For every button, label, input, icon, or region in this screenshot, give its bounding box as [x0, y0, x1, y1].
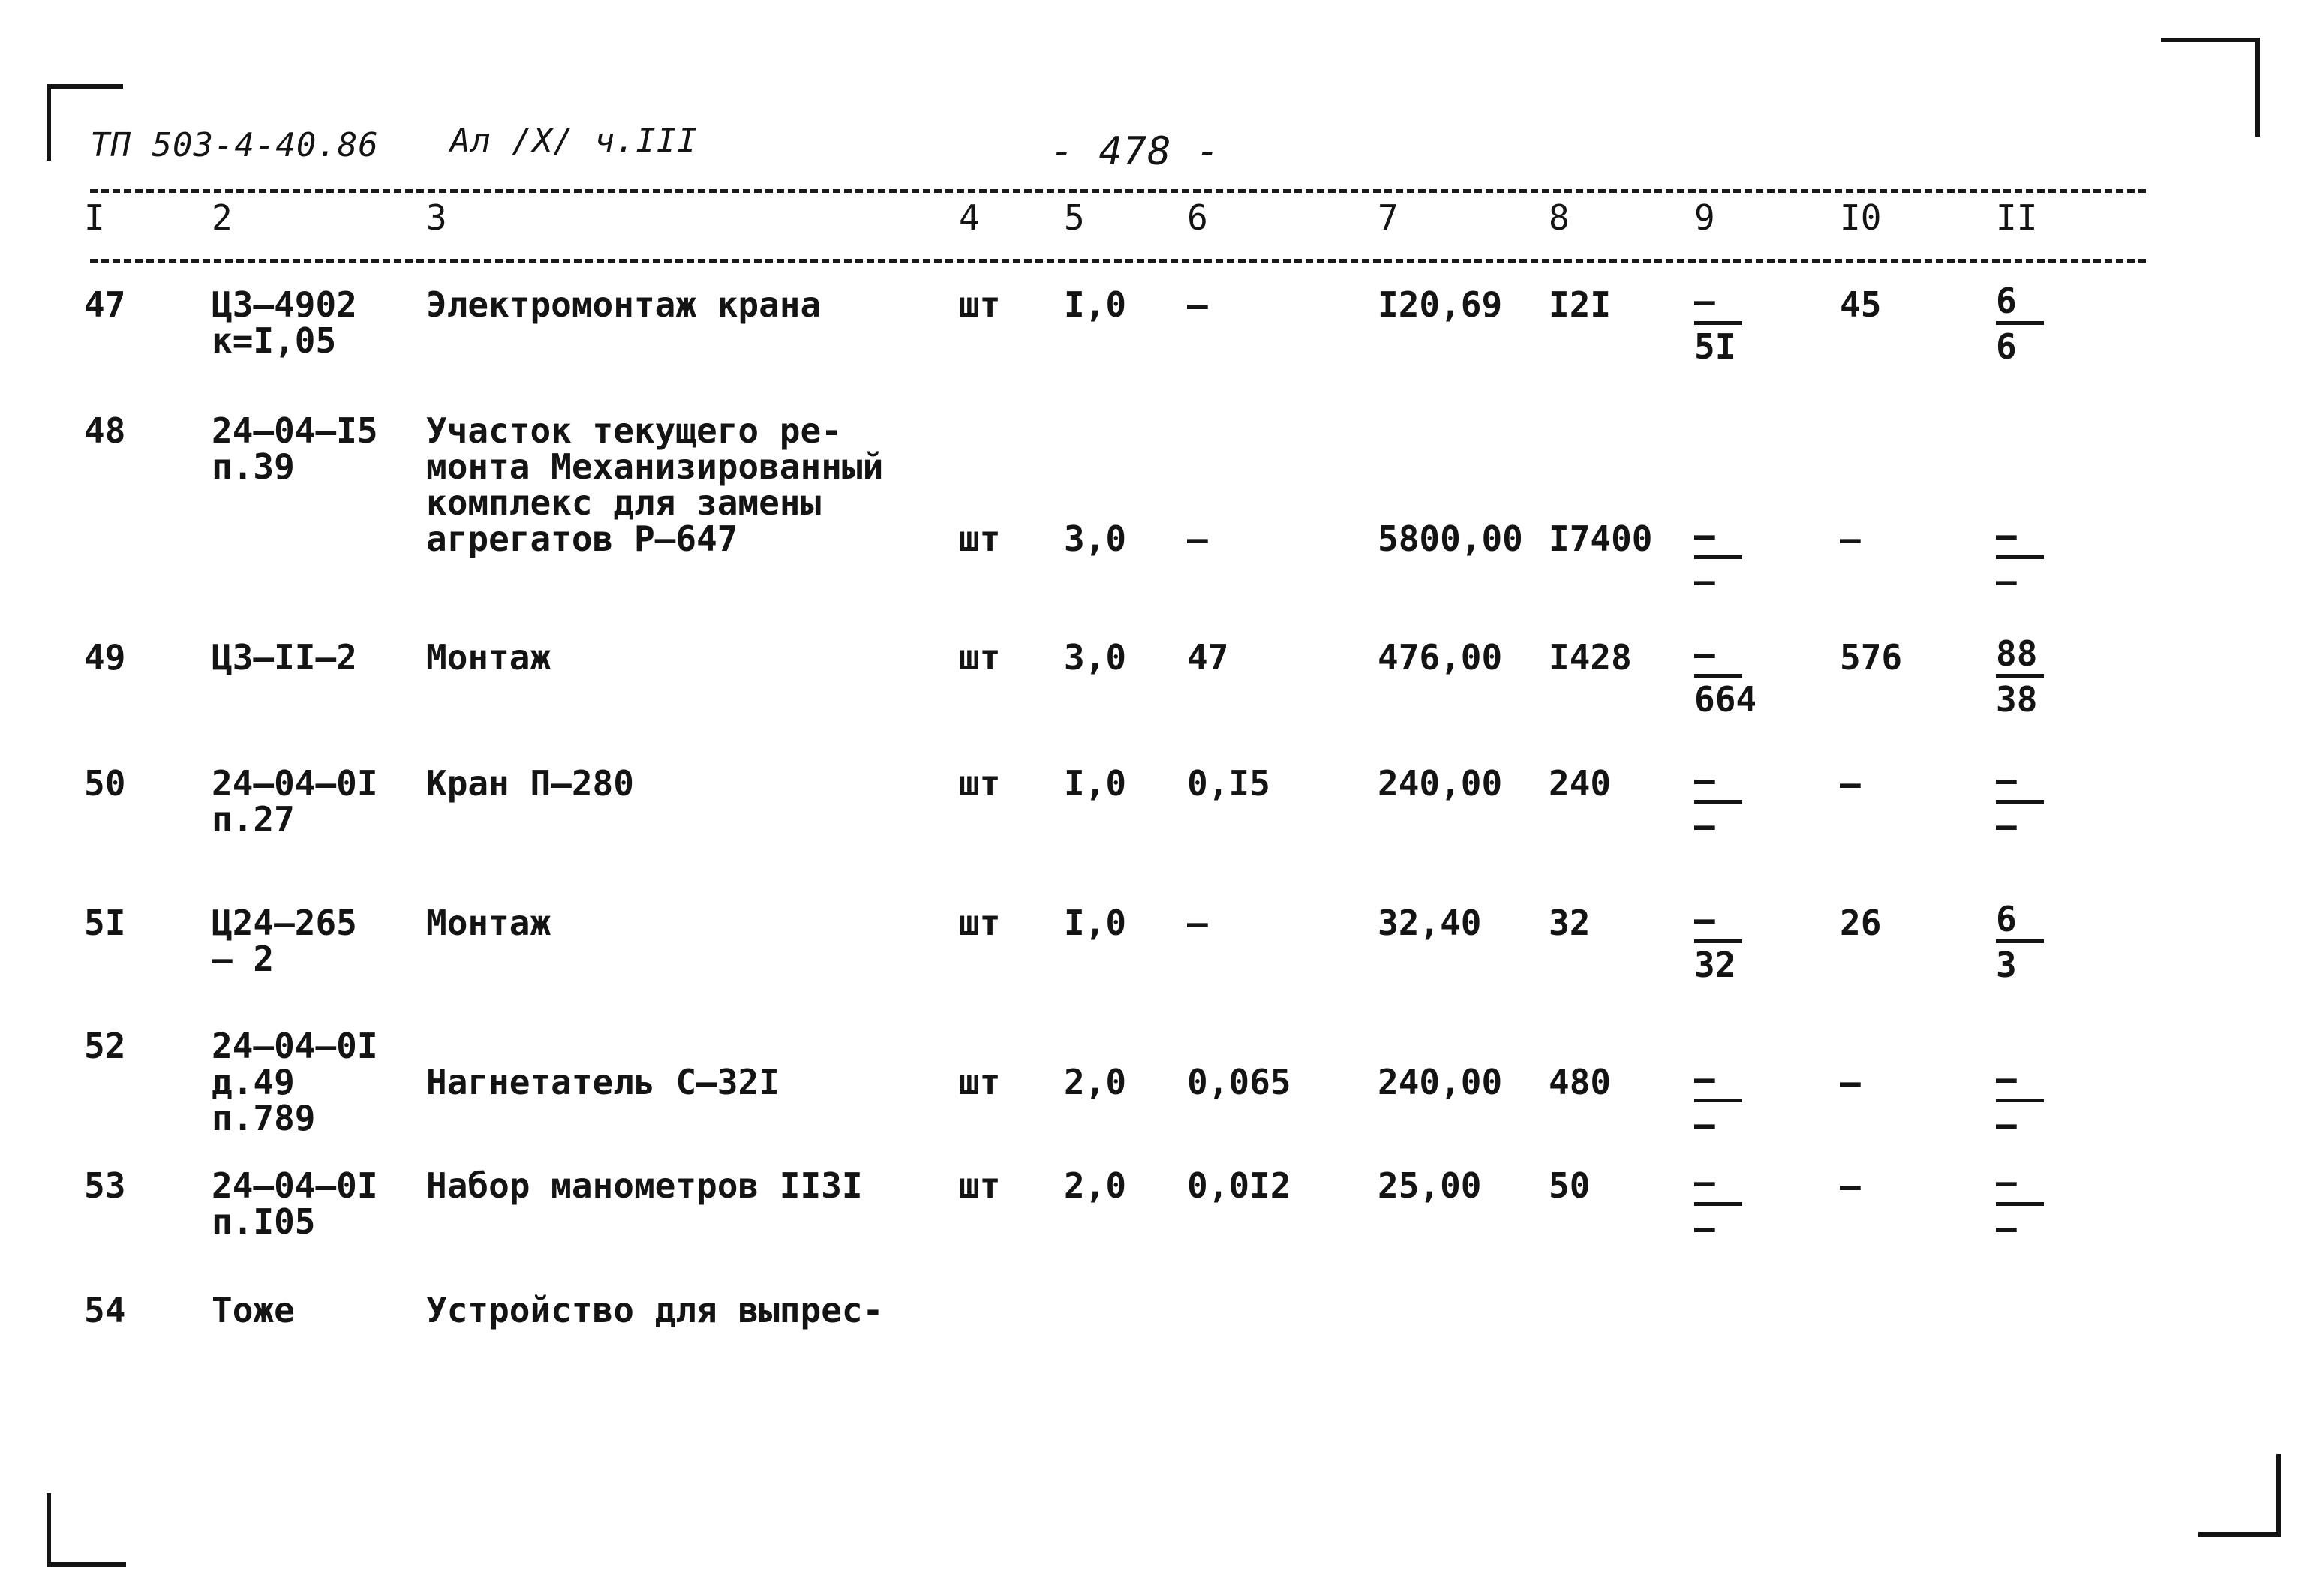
rate-code: Ц3–4902 к=I,05 — [212, 284, 357, 361]
column-11-fraction-numerator: 88 — [1996, 633, 2038, 674]
column-11-fraction — [1996, 1163, 2048, 1246]
column-header-8: 8 — [1549, 197, 1570, 238]
total-cost: 480 — [1549, 1062, 1612, 1102]
column-9-fraction-numerator: – — [1694, 1058, 1715, 1099]
column-6-value: – — [1187, 903, 1208, 943]
column-11-fraction-denominator: – — [1996, 561, 2017, 601]
quantity: 3,0 — [1064, 518, 1127, 559]
column-header-6: 6 — [1187, 197, 1208, 238]
total-cost: I2I — [1549, 284, 1612, 325]
quantity: 2,0 — [1064, 1062, 1127, 1102]
column-9-fraction-fraction-bar — [1694, 321, 1742, 325]
column-11-fraction-fraction-bar — [1996, 555, 2044, 559]
corner-mark-top-right — [2161, 38, 2260, 137]
column-9-fraction-numerator: – — [1694, 899, 1715, 939]
unit-price: 5800,00 — [1378, 518, 1523, 559]
total-cost: 50 — [1549, 1165, 1591, 1206]
unit-of-measure: шт — [959, 637, 1001, 678]
column-header-9: 9 — [1694, 197, 1715, 238]
rate-code: Ц3–II–2 — [212, 637, 357, 678]
column-6-value: 0,0I2 — [1187, 1165, 1291, 1206]
column-header-7: 7 — [1378, 197, 1399, 238]
column-9-fraction-denominator: – — [1694, 1104, 1715, 1144]
column-10-value: – — [1840, 1165, 1861, 1206]
page-number: - 478 - — [1050, 129, 1221, 174]
column-10-value: 26 — [1840, 903, 1882, 943]
column-11-fraction-denominator: 6 — [1996, 326, 2017, 367]
unit-of-measure: шт — [959, 1165, 1001, 1206]
column-9-fraction-denominator: – — [1694, 805, 1715, 846]
column-11-fraction-numerator: – — [1996, 759, 2017, 800]
item-description: Нагнетатель С–32I — [426, 1062, 780, 1102]
unit-of-measure: шт — [959, 763, 1001, 804]
row-number: 49 — [84, 637, 126, 678]
column-6-value: – — [1187, 518, 1208, 559]
unit-price: 240,00 — [1378, 1062, 1503, 1102]
total-cost: I7400 — [1549, 518, 1653, 559]
column-header-1: I — [84, 197, 105, 238]
column-9-fraction-numerator: – — [1694, 1162, 1715, 1202]
quantity: I,0 — [1064, 284, 1127, 325]
column-11-fraction-denominator: 38 — [1996, 679, 2038, 720]
row-number: 50 — [84, 763, 126, 804]
unit-price: 25,00 — [1378, 1165, 1482, 1206]
item-description: Набор манометров II3I — [426, 1165, 863, 1206]
unit-price: I20,69 — [1378, 284, 1503, 325]
column-9-fraction — [1694, 900, 1747, 984]
quantity: I,0 — [1064, 903, 1127, 943]
column-11-fraction-numerator: 6 — [1996, 281, 2017, 321]
column-11-fraction-fraction-bar — [1996, 939, 2044, 943]
column-9-fraction-fraction-bar — [1694, 555, 1742, 559]
rate-code: Тоже — [212, 1290, 295, 1330]
column-6-value: 0,I5 — [1187, 763, 1270, 804]
column-9-fraction — [1694, 633, 1757, 720]
column-9-fraction-fraction-bar — [1694, 1202, 1742, 1206]
total-cost: I428 — [1549, 637, 1632, 678]
quantity: I,0 — [1064, 763, 1127, 804]
column-11-fraction — [1996, 761, 2048, 844]
document-code: ТП 503-4-40.86 — [90, 126, 379, 164]
column-9-fraction-numerator: – — [1694, 759, 1715, 800]
item-description: Участок текущего ре- монта Механизированный комплекс для замены агрегатов Р–647 — [426, 410, 884, 559]
row-number: 47 — [84, 284, 126, 325]
column-10-value: 45 — [1840, 284, 1882, 325]
column-9-fraction-denominator: 32 — [1694, 945, 1736, 985]
column-9-fraction-denominator: – — [1694, 1207, 1715, 1248]
column-11-fraction-fraction-bar — [1996, 321, 2044, 325]
column-9-fraction — [1694, 1059, 1747, 1143]
column-6-value: 0,065 — [1187, 1062, 1291, 1102]
unit-of-measure: шт — [959, 1062, 1001, 1102]
column-11-fraction-numerator: – — [1996, 515, 2017, 555]
column-header-10: I0 — [1840, 197, 1882, 238]
total-cost: 32 — [1549, 903, 1591, 943]
column-11-fraction — [1996, 900, 2048, 984]
item-description: Электромонтаж крана — [426, 284, 822, 325]
column-header-11: II — [1996, 197, 2038, 238]
rate-code: 24–04–0I д.49 п.789 — [212, 1026, 378, 1138]
corner-mark-bottom-right — [2198, 1454, 2281, 1537]
unit-of-measure: шт — [959, 903, 1001, 943]
column-11-fraction-numerator: – — [1996, 1058, 2017, 1099]
quantity: 2,0 — [1064, 1165, 1127, 1206]
column-11-fraction-fraction-bar — [1996, 800, 2044, 804]
column-9-fraction-fraction-bar — [1694, 939, 1742, 943]
rate-code: 24–04–0I п.I05 — [212, 1165, 378, 1242]
column-10-value: 576 — [1840, 637, 1903, 678]
column-9-fraction-numerator: – — [1694, 633, 1715, 674]
column-11-fraction-denominator: 3 — [1996, 945, 2017, 985]
rate-code: 24–04–I5 п.39 — [212, 410, 378, 487]
column-9-fraction-numerator: – — [1694, 515, 1715, 555]
row-number: 5I — [84, 903, 126, 943]
column-11-fraction-fraction-bar — [1996, 1099, 2044, 1102]
column-11-fraction — [1996, 282, 2048, 365]
column-11-fraction-fraction-bar — [1996, 674, 2044, 678]
column-9-fraction-denominator: 5I — [1694, 326, 1736, 367]
column-10-value: – — [1840, 763, 1861, 804]
column-10-value: – — [1840, 518, 1861, 559]
column-9-fraction-denominator: – — [1694, 561, 1715, 601]
column-9-fraction — [1694, 516, 1747, 600]
unit-price: 240,00 — [1378, 763, 1503, 804]
corner-mark-bottom-left — [47, 1493, 126, 1567]
header-rule-bottom — [90, 259, 2146, 263]
column-9-fraction-numerator: – — [1694, 281, 1715, 321]
column-9-fraction-fraction-bar — [1694, 1099, 1742, 1102]
rate-code: Ц24–265 – 2 — [212, 903, 357, 979]
item-description: Устройство для выпрес- — [426, 1290, 884, 1330]
quantity: 3,0 — [1064, 637, 1127, 678]
column-11-fraction — [1996, 1059, 2048, 1143]
column-11-fraction-denominator: – — [1996, 1207, 2017, 1248]
column-11-fraction — [1996, 516, 2048, 600]
row-number: 52 — [84, 1026, 126, 1066]
column-11-fraction-fraction-bar — [1996, 1202, 2044, 1206]
total-cost: 240 — [1549, 763, 1612, 804]
row-number: 54 — [84, 1290, 126, 1330]
column-header-3: 3 — [426, 197, 447, 238]
sheet-reference: Ал /X/ ч.III — [450, 122, 698, 160]
item-description: Монтаж — [426, 903, 551, 943]
column-11-fraction-numerator: 6 — [1996, 899, 2017, 939]
column-11-fraction-denominator: – — [1996, 1104, 2017, 1144]
rate-code: 24–04–0I п.27 — [212, 763, 378, 840]
column-10-value: – — [1840, 1062, 1861, 1102]
column-header-5: 5 — [1064, 197, 1085, 238]
row-number: 53 — [84, 1165, 126, 1206]
column-9-fraction-denominator: 664 — [1694, 679, 1757, 720]
item-description: Кран П–280 — [426, 763, 634, 804]
column-11-fraction — [1996, 635, 2048, 718]
column-9-fraction — [1694, 282, 1747, 365]
header-rule-top — [90, 189, 2146, 193]
unit-of-measure: шт — [959, 284, 1001, 325]
unit-price: 476,00 — [1378, 637, 1503, 678]
column-11-fraction-denominator: – — [1996, 805, 2017, 846]
unit-price: 32,40 — [1378, 903, 1482, 943]
column-9-fraction-fraction-bar — [1694, 674, 1742, 678]
column-6-value: – — [1187, 284, 1208, 325]
item-description: Монтаж — [426, 637, 551, 678]
column-11-fraction-numerator: – — [1996, 1162, 2017, 1202]
column-9-fraction — [1694, 1163, 1747, 1246]
unit-of-measure: шт — [959, 518, 1001, 559]
column-header-2: 2 — [212, 197, 233, 238]
column-header-4: 4 — [959, 197, 980, 238]
column-9-fraction-fraction-bar — [1694, 800, 1742, 804]
column-6-value: 47 — [1187, 637, 1229, 678]
column-9-fraction — [1694, 761, 1747, 844]
row-number: 48 — [84, 410, 126, 451]
